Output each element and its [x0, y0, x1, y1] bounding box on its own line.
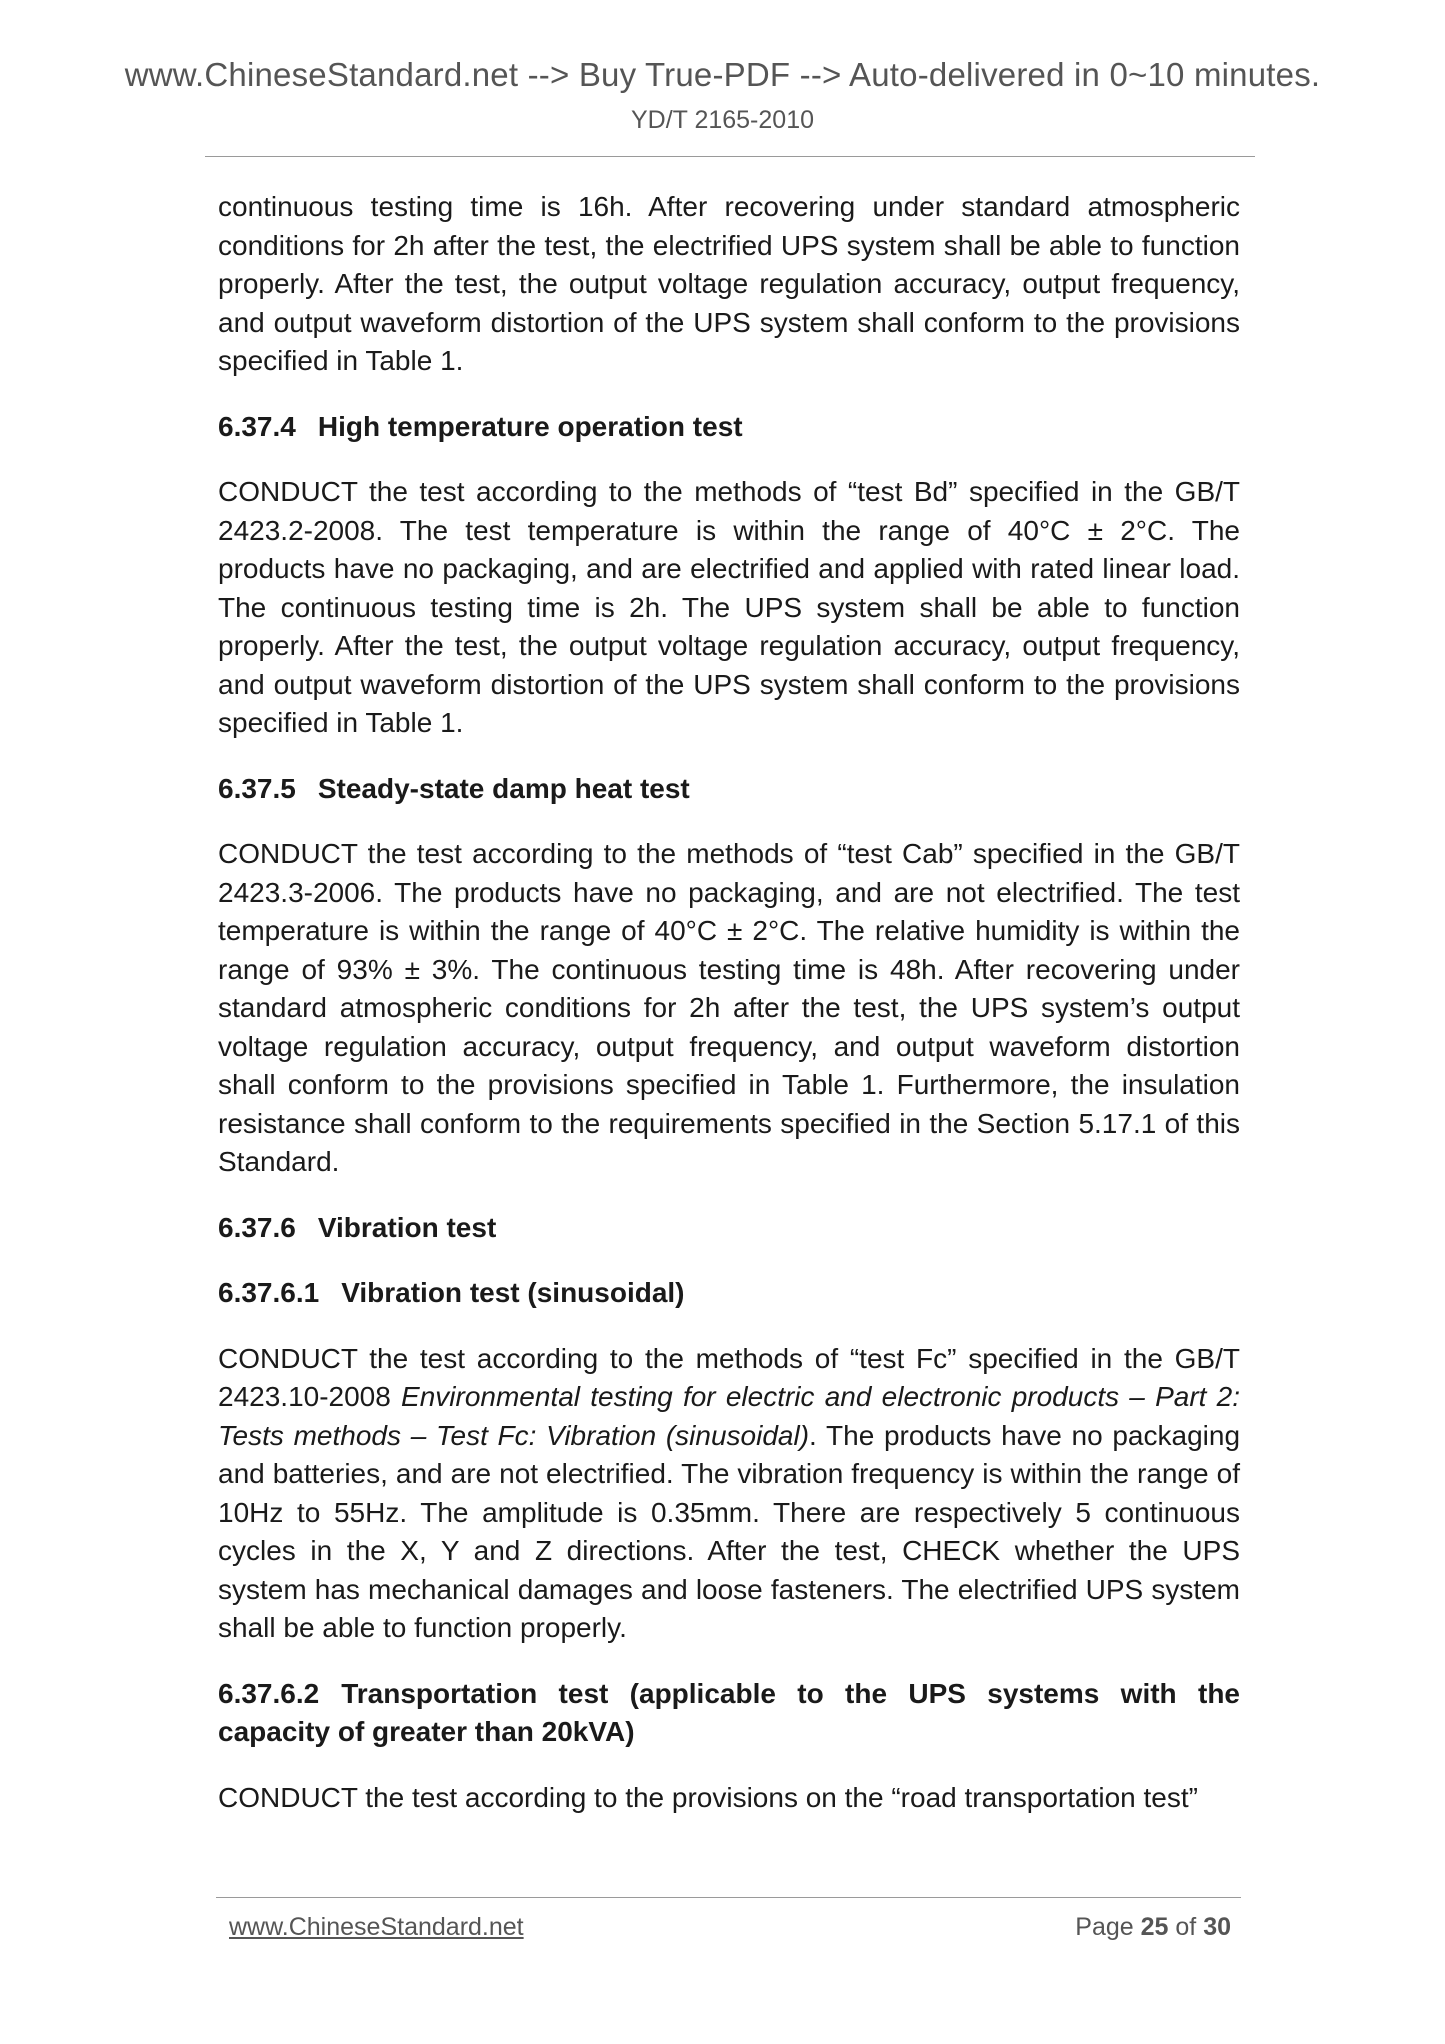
section-title: Steady-state damp heat test	[317, 772, 690, 804]
footer-website-link[interactable]: www.ChineseStandard.net	[229, 1913, 524, 1941]
section-paragraph-6-37-5: CONDUCT the test according to the methods of “test Cab” specified in the GB/T 2423.3-2006. The products have no packaging, and are not electrified. The test temperature is within the range of 40°C ± 2°C. The relative humidity is within the range of 93% ± 3%. The continuous testing time is 48h. After recovering under standard atmospheric conditions for 2h after the test, the UPS system’s output voltage regulation accuracy, output frequency, and output waveform distortion shall conform to the provisions specified in Table 1. Furthermore, the insulation resistance shall conform to the requirements specified in the Section 5.17.1 of this Standard.	[218, 838, 1240, 1177]
document-code: YD/T 2165-2010	[631, 106, 814, 134]
section-title: Transportation test (applicable to the UPS systems with the capacity of greater than 20kVA)	[218, 1677, 1240, 1747]
section-number: 6.37.6.1	[218, 1277, 320, 1308]
section-heading-6-37-6	[218, 1209, 1240, 1248]
section-number: 6.37.5	[218, 772, 296, 804]
paragraph-text-start: CONDUCT the test according to the methods of “test Fc” specified in the GB/T 2423.10-2008	[218, 1342, 1240, 1412]
page-content	[218, 188, 1240, 1844]
of-word: of	[1175, 1913, 1197, 1941]
top-banner: www.ChineseStandard.net --> Buy True-PDF --> Auto-delivered in 0~10 minutes.	[124, 56, 1321, 93]
section-title: Vibration test	[317, 1211, 497, 1243]
total-pages-number: 30	[1203, 1913, 1231, 1941]
section-number: 6.37.4	[218, 410, 296, 442]
paragraph-text-end: . The products have no packaging and batteries, and are not electrified. The vibration frequency is within the range of 10Hz to 55Hz. The amplitude is 0.35mm. There are respectively 5 continuous cycles in the X, Y and Z directions. After the test, CHECK whether the UPS system has mechanical damages and loose fasteners. The electrified UPS system shall be able to function properly.	[218, 1419, 1241, 1643]
section-number: 6.37.6	[218, 1211, 296, 1243]
header-divider	[205, 156, 1255, 157]
section-paragraph-6-37-4: CONDUCT the test according to the methods of “test Bd” specified in the GB/T 2423.2-2008. The test temperature is within the range of 40°C ± 2°C. The products have no packaging, and are electrified and applied with rated linear load. The continuous testing time is 2h. The UPS system shall be able to function properly. After the test, the output voltage regulation accuracy, output frequency, and output waveform distortion of the UPS system shall conform to the provisions specified in Table 1.	[218, 476, 1240, 738]
section-heading-6-37-4	[218, 408, 1240, 447]
section-title: Vibration test (sinusoidal)	[341, 1277, 685, 1308]
section-heading-6-37-6-2	[218, 1675, 1240, 1752]
section-title: High temperature operation test	[317, 410, 743, 442]
section-paragraph-6-37-6-2: CONDUCT the test according to the provisions on the “road transportation test”	[218, 1781, 1198, 1813]
section-heading-6-37-5	[218, 770, 1240, 809]
section-number: 6.37.6.2	[218, 1677, 320, 1709]
section-paragraph-6-37-6-1	[218, 1340, 1240, 1648]
standard-title-italic: Environmental testing for electric and electronic products – Part 2: Tests methods – Test Fc: Vibration (sinusoidal)	[218, 1381, 1241, 1451]
intro-paragraph: continuous testing time is 16h. After recovering under standard atmospheric conditions for 2h after the test, the electrified UPS system shall be able to function properly. After the test, the output voltage regulation accuracy, output frequency, and output waveform distortion of the UPS system shall conform to the provisions specified in Table 1.	[218, 191, 1240, 376]
footer-divider	[216, 1897, 1241, 1898]
section-heading-6-37-6-1	[218, 1274, 1240, 1313]
page-indicator	[1075, 1913, 1231, 1942]
current-page-number: 25	[1140, 1913, 1169, 1941]
page-word: Page	[1075, 1913, 1134, 1941]
